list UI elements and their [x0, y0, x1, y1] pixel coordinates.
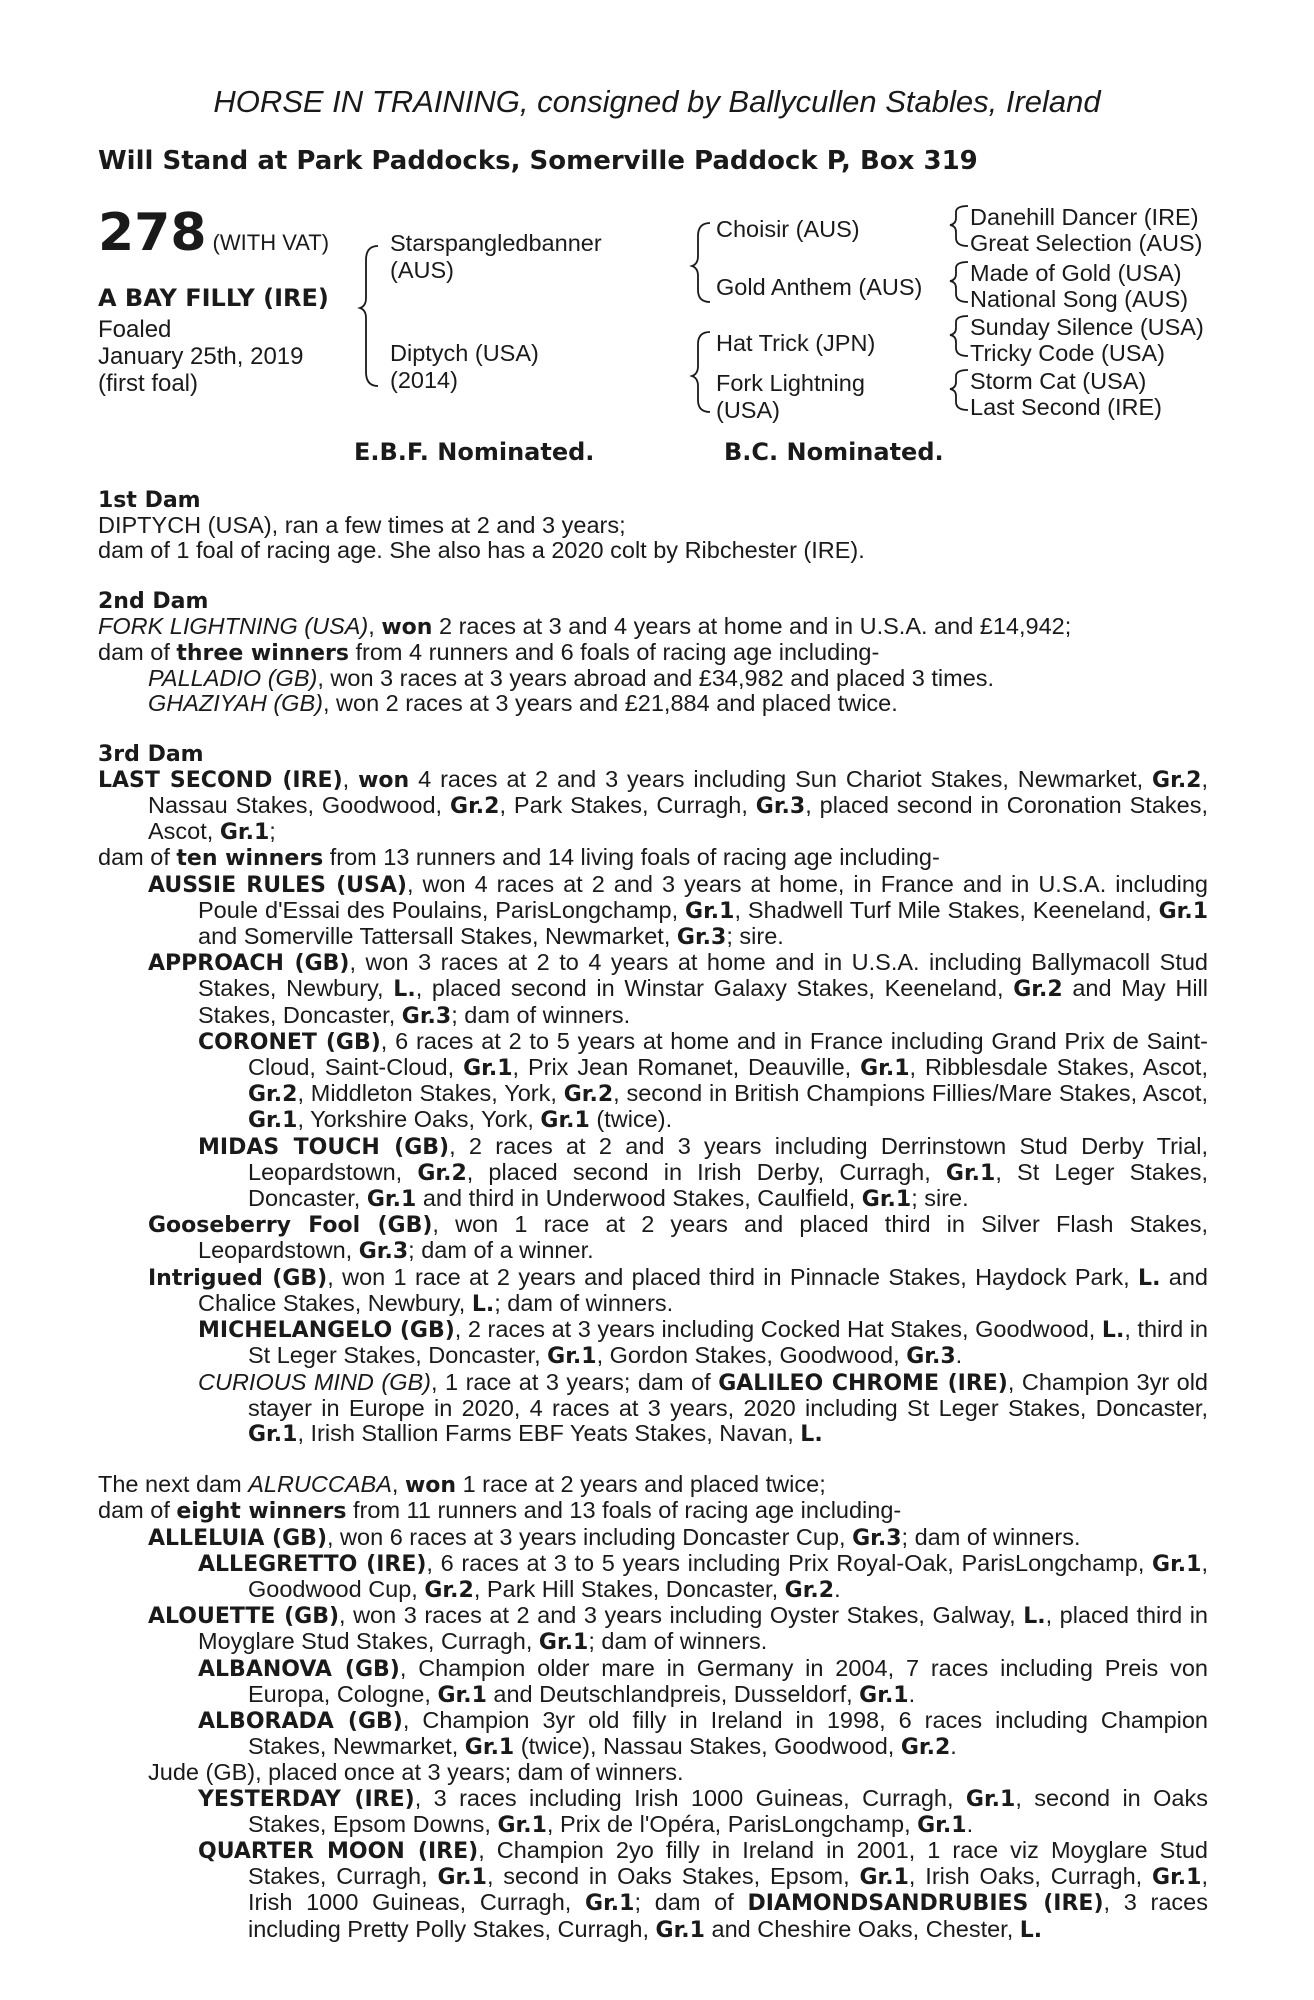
lot-number: 278 — [98, 203, 207, 263]
horse-name: Gooseberry Fool (GB) — [148, 1213, 433, 1239]
grade: L. — [1019, 1917, 1043, 1943]
horse-name: APPROACH (GB) — [148, 951, 350, 977]
bc-nominated: B.C. Nominated. — [724, 438, 944, 466]
text: , 1 race at 3 years; dam of — [431, 1368, 719, 1395]
text: and May Hill Stakes, Doncaster, — [198, 975, 1208, 1028]
page-title: HORSE IN TRAINING, consigned by Ballycullen Stables, Ireland — [213, 84, 1101, 119]
grade: Gr.1 — [437, 1865, 487, 1891]
horse-name: GALILEO CHROME (IRE) — [718, 1370, 1008, 1396]
won-label: won — [358, 767, 410, 793]
grade: Gr.1 — [859, 1682, 909, 1708]
second-dam-name: FORK LIGHTNING (USA) — [98, 612, 369, 639]
text: , Ribblesdale Stakes, Ascot, — [909, 1054, 1208, 1081]
grade: Gr.1 — [248, 1421, 298, 1447]
pedigree-dam-sire: Hat Trick (JPN) — [716, 330, 876, 356]
text: , second in British Champions Fillies/Mare Stakes, Ascot, — [613, 1080, 1208, 1107]
grade: Gr.3 — [852, 1525, 902, 1551]
third-dam-name: LAST SECOND (IRE) — [98, 767, 343, 793]
produce-ghaziyah — [98, 691, 1208, 716]
text: , Goodwood Cup, — [248, 1549, 1208, 1602]
grade: Gr.1 — [945, 1160, 996, 1186]
horse-sex-colour: A BAY FILLY (IRE) — [98, 284, 329, 312]
pedigree-sire-dam: Gold Anthem (AUS) — [716, 274, 923, 300]
horse-name: MIDAS TOUCH (GB) — [198, 1134, 450, 1160]
grade: Gr.2 — [450, 794, 500, 820]
text: ; — [269, 818, 276, 845]
text: , 3 races including Pretty Polly Stakes, Curragh, — [248, 1889, 1208, 1942]
won-label: won — [381, 614, 433, 640]
text: , St Leger Stakes, Doncaster, — [248, 1158, 1208, 1212]
grade: Gr.1 — [585, 1891, 635, 1917]
grade: Gr.1 — [1152, 1865, 1202, 1891]
grade: Gr.3 — [401, 1003, 452, 1029]
dam-of-label: dam of — [98, 844, 177, 871]
grade: Gr.1 — [463, 1056, 513, 1082]
text: ; sire. — [726, 923, 784, 950]
catalogue-body — [98, 488, 1208, 1943]
winners-count: eight winners — [176, 1499, 347, 1525]
grade: Gr.1 — [248, 1108, 298, 1134]
first-dam-line2: dam of 1 foal of racing age. She also has a 2020 colt by Ribchester (IRE). — [98, 537, 865, 564]
grade: Gr.3 — [676, 925, 727, 951]
grade: Gr.2 — [563, 1082, 614, 1108]
palladio-name: PALLADIO (GB) — [148, 665, 318, 692]
text: , Irish 1000 Guineas, Curragh, — [248, 1863, 1208, 1916]
grade: L. — [1023, 1604, 1046, 1630]
grade: Gr.1 — [917, 1812, 967, 1838]
text: , 2 races at 3 years including Cocked Hat Stakes, Goodwood, — [454, 1316, 1102, 1343]
vat-note: (WITH VAT) — [212, 230, 330, 255]
horse-name: CURIOUS MIND (GB) — [198, 1368, 431, 1395]
grade: Gr.1 — [538, 1630, 589, 1656]
text: , 6 races at 3 to 5 years including Prix Royal-Oak, ParisLongchamp, — [426, 1549, 1153, 1576]
winners-count: ten winners — [176, 846, 324, 872]
grade: Gr.2 — [1013, 977, 1063, 1003]
grade: Gr.1 — [655, 1917, 705, 1943]
pedigree-dam-dam — [716, 370, 865, 424]
first-dam-line1: DIPTYCH (USA), ran a few times at 2 and 3 years; — [98, 512, 626, 539]
dam-of-label: dam of — [98, 1497, 177, 1524]
pedigree-gg6: Tricky Code (USA) — [970, 340, 1165, 366]
text: ; sire. — [911, 1185, 969, 1212]
text: . — [908, 1680, 916, 1707]
text: , Champion 2yo filly in Ireland in 2001, 1 race viz Moyglare Stud Stakes, Curragh, — [248, 1836, 1208, 1890]
pedigree-sire-sire: Choisir (AUS) — [716, 216, 860, 242]
text: . — [950, 1733, 957, 1760]
text: , won 1 race at 2 years and placed third in Pinnacle Stakes, Haydock Park, — [327, 1263, 1139, 1290]
grade: Gr.3 — [358, 1239, 409, 1265]
produce-jude: Jude (GB), placed once at 3 years; dam of winners. — [148, 1759, 684, 1786]
text: , won 3 races at 2 to 4 years at home and in U.S.A. including Ballymacoll Stud Stakes, Newbury, — [198, 949, 1208, 1002]
produce-alouette — [98, 1603, 1208, 1655]
ghaziyah-record: , won 2 races at 3 years and £21,884 and placed twice. — [322, 690, 898, 717]
produce-yesterday — [98, 1786, 1208, 1838]
text: and Deutschlandpreis, Dusseldorf, — [486, 1680, 860, 1707]
pedigree-gg4: National Song (AUS) — [970, 286, 1189, 312]
sire-name: Starspangledbanner — [390, 230, 602, 256]
grade: Gr.2 — [417, 1160, 467, 1186]
first-dam-heading: 1st Dam — [98, 488, 201, 513]
text: , Gordon Stakes, Goodwood, — [596, 1342, 907, 1369]
pedigree-sire — [390, 230, 602, 284]
text: (twice), Nassau Stakes, Goodwood, — [514, 1733, 901, 1760]
third-dam-produce — [98, 845, 1208, 871]
pedigree-gg1: Danehill Dancer (IRE) — [970, 204, 1199, 230]
pedigree-gg5: Sunday Silence (USA) — [970, 314, 1204, 340]
grade: Gr.1 — [685, 898, 735, 924]
grade: Gr.1 — [366, 1187, 417, 1213]
third-dam-record: LAST SECOND (IRE), won 4 races at 2 and 3 years including Sun Chariot Stakes, Newmarket, Gr.2, Nassau Stakes, Goodwood, Gr.2, Park Stakes, Curragh, Gr.3, placed second in Coronation Stakes, Ascot, Gr.1; — [98, 765, 1209, 846]
produce-alborada — [98, 1708, 1208, 1760]
text: , 2 races at 2 and 3 years including Derrinstown Stud Derby Trial, Leopardstown, — [248, 1132, 1208, 1185]
text: , won 3 races at 2 and 3 years including Oyster Stakes, Galway, — [339, 1602, 1024, 1629]
grade: Gr.1 — [860, 1056, 910, 1082]
grade: Gr.3 — [755, 794, 806, 820]
produce-approach — [98, 950, 1208, 1029]
text: , Yorkshire Oaks, York, — [297, 1106, 541, 1133]
text: , Champion older mare in Germany in 2004, 7 races including Preis von Europa, Cologne, — [248, 1654, 1208, 1707]
produce-palladio — [98, 666, 1208, 691]
text: ; dam of — [634, 1889, 748, 1916]
grade: Gr.2 — [900, 1735, 951, 1761]
grade: L. — [1138, 1265, 1161, 1291]
text: , second in Oaks Stakes, Epsom Downs, — [248, 1784, 1208, 1837]
text: , Irish Stallion Farms EBF Yeats Stakes, Navan, — [297, 1419, 801, 1446]
grade: Gr.1 — [1158, 898, 1209, 924]
text: , Park Stakes, Curragh, — [499, 792, 756, 819]
produce-midas-touch — [98, 1134, 1208, 1213]
stand-location: Will Stand at Park Paddocks, Somerville Paddock P, Box 319 — [98, 146, 978, 176]
horse-name: ALLELUIA (GB) — [148, 1525, 327, 1551]
text: , won 4 races at 2 and 3 years at home, in France and in U.S.A. including Poule d'Essai des Poulains, ParisLongchamp, — [198, 870, 1208, 923]
pedigree-gg7: Storm Cat (USA) — [970, 368, 1147, 394]
horse-name: QUARTER MOON (IRE) — [198, 1838, 479, 1864]
horse-name: CORONET (GB) — [198, 1029, 381, 1055]
produce-alleluia — [98, 1525, 1208, 1551]
text: , 3 races including Irish 1000 Guineas, Curragh, — [414, 1784, 966, 1811]
text: 1 race at 2 years and placed twice; — [456, 1471, 826, 1498]
sire-origin: (AUS) — [390, 257, 454, 283]
horse-name: MICHELANGELO (GB) — [198, 1318, 455, 1344]
winners-rest: from 4 runners and 6 foals of racing age including- — [348, 639, 880, 666]
text: ; dam of winners. — [451, 1001, 631, 1028]
grade: Gr.1 — [437, 1682, 487, 1708]
produce-quarter-moon — [98, 1838, 1208, 1943]
produce-intrigued — [98, 1265, 1208, 1317]
ghaziyah-name: GHAZIYAH (GB) — [148, 690, 323, 717]
horse-name: ALLEGRETTO (IRE) — [198, 1551, 427, 1577]
text: and Somerville Tattersall Stakes, Newmarket, — [198, 923, 677, 950]
text: (twice). — [589, 1106, 673, 1133]
text: , Prix Jean Romanet, Deauville, — [512, 1054, 861, 1081]
grade: Gr.1 — [1152, 1551, 1202, 1577]
grade: Gr.1 — [859, 1865, 909, 1891]
winners-count: three winners — [176, 641, 349, 667]
text: , won 6 races at 3 years including Doncaster Cup, — [327, 1523, 853, 1550]
text: , 6 races at 2 to 5 years at home and in France including Grand Prix de Saint-Cloud, Saint-Cloud, — [248, 1027, 1208, 1081]
text: , Shadwell Turf Mile Stakes, Keeneland, — [734, 896, 1159, 923]
pedigree-gg8: Last Second (IRE) — [970, 394, 1163, 420]
dam-name: Diptych (USA) — [390, 340, 539, 366]
horse-name: ALBORADA (GB) — [198, 1708, 403, 1734]
text: , Middleton Stakes, York, — [297, 1080, 564, 1107]
grade: L. — [1101, 1318, 1125, 1344]
horse-name: ALOUETTE (GB) — [148, 1604, 340, 1630]
text: and Chalice Stakes, Newbury, — [198, 1263, 1208, 1316]
won-label: won — [404, 1473, 457, 1499]
text: ; dam of a winner. — [408, 1237, 594, 1264]
next-dam-name: ALRUCCABA — [248, 1471, 392, 1498]
grade: Gr.1 — [497, 1812, 547, 1838]
winners-rest: from 13 runners and 14 living foals of racing age including- — [323, 844, 940, 871]
pedigree-dam — [390, 340, 539, 394]
text: , Nassau Stakes, Goodwood, — [148, 765, 1209, 819]
text: , placed second in Winstar Galaxy Stakes, Keeneland, — [415, 975, 1014, 1002]
text: , — [391, 1471, 405, 1498]
grade: Gr.1 — [547, 1344, 597, 1370]
text: The next dam — [98, 1471, 249, 1498]
text: . — [966, 1810, 974, 1837]
produce-allegretto — [98, 1551, 1208, 1603]
text: , Park Hill Stakes, Doncaster, — [473, 1575, 785, 1602]
second-dam-produce — [98, 640, 1208, 666]
next-dam-record — [98, 1472, 1208, 1498]
grade: L. — [800, 1421, 823, 1447]
foal-note: (first foal) — [98, 370, 199, 397]
foaled-date: January 25th, 2019 — [98, 343, 304, 370]
text: , third in St Leger Stakes, Doncaster, — [248, 1316, 1208, 1369]
second-dam-line: FORK LIGHTNING (USA), won 2 races at 3 and 4 years at home and in U.S.A. and £14,942; — [98, 612, 1072, 640]
horse-name: ALBANOVA (GB) — [198, 1656, 400, 1682]
produce-curious-mind — [98, 1370, 1208, 1448]
text: , Champion 3yr old stayer in Europe in 2020, 4 races at 3 years, 2020 including St Leger Stakes, Doncaster, — [248, 1368, 1208, 1421]
dam-dam-name: Fork Lightning — [716, 370, 865, 396]
grade: Gr.3 — [906, 1344, 956, 1370]
grade: Gr.2 — [1152, 767, 1202, 793]
ebf-nominated: E.B.F. Nominated. — [354, 438, 595, 466]
horse-name: AUSSIE RULES (USA) — [148, 872, 407, 898]
text: ; dam of winners. — [588, 1628, 768, 1655]
text: and third in Underwood Stakes, Caulfield, — [416, 1185, 862, 1212]
next-dam-produce — [98, 1498, 1208, 1524]
text: , won 1 race at 2 years and placed third in Silver Flash Stakes, Leopardstown, — [198, 1211, 1209, 1264]
text: 4 races at 2 and 3 years including Sun Chariot Stakes, Newmarket, — [409, 765, 1153, 792]
grade: L. — [393, 977, 416, 1003]
produce-albanova — [98, 1656, 1208, 1708]
horse-name: YESTERDAY (IRE) — [198, 1786, 415, 1812]
produce-coronet — [98, 1029, 1208, 1134]
dam-of-label: dam of — [98, 639, 177, 666]
foaled-label: Foaled — [98, 316, 172, 343]
horse-name: Intrigued (GB) — [148, 1265, 328, 1291]
grade: Gr.2 — [248, 1082, 298, 1108]
palladio-record: , won 3 races at 3 years abroad and £34,982 and placed 3 times. — [317, 665, 995, 692]
text: , Irish Oaks, Curragh, — [908, 1863, 1153, 1890]
grade: Gr.2 — [784, 1577, 835, 1603]
grade: Gr.1 — [965, 1786, 1016, 1812]
text: ; dam of winners. — [901, 1523, 1081, 1550]
produce-michelangelo — [98, 1317, 1208, 1369]
dam-year: (2014) — [390, 367, 458, 393]
second-dam-heading: 2nd Dam — [98, 588, 209, 614]
winners-rest: from 11 runners and 13 foals of racing age including- — [346, 1497, 902, 1524]
dam-dam-origin: (USA) — [716, 397, 780, 423]
text: , placed second in Irish Derby, Curragh, — [466, 1158, 946, 1185]
horse-name: DIAMONDSANDRUBIES (IRE) — [747, 1891, 1104, 1917]
pedigree-gg3: Made of Gold (USA) — [970, 260, 1182, 286]
pedigree-gg2: Great Selection (AUS) — [970, 230, 1203, 256]
third-dam-heading: 3rd Dam — [98, 741, 204, 767]
text: , Champion 3yr old filly in Ireland in 1998, 6 races including Champion Stakes, Newmarket, — [248, 1706, 1209, 1760]
grade: Gr.1 — [861, 1187, 912, 1213]
grade: Gr.1 — [464, 1735, 515, 1761]
second-dam-record: 2 races at 3 and 4 years at home and in U.S.A. and £14,942; — [432, 612, 1072, 639]
grade: L. — [471, 1291, 495, 1317]
produce-gooseberry-fool — [98, 1212, 1208, 1264]
text: . — [955, 1342, 963, 1369]
text: ; dam of winners. — [494, 1289, 674, 1316]
produce-aussie-rules — [98, 872, 1208, 951]
text: , placed third in Moyglare Stud Stakes, Curragh, — [198, 1602, 1208, 1655]
text: . — [834, 1575, 841, 1602]
text: and Cheshire Oaks, Chester, — [704, 1915, 1020, 1942]
grade: Gr.2 — [424, 1577, 474, 1603]
grade: Gr.1 — [540, 1108, 590, 1134]
text: , placed second in Coronation Stakes, Ascot, — [148, 792, 1208, 845]
text: , second in Oaks Stakes, Epsom, — [486, 1863, 860, 1890]
text: , Prix de l'Opéra, ParisLongchamp, — [546, 1810, 918, 1837]
grade: Gr.1 — [219, 820, 270, 846]
